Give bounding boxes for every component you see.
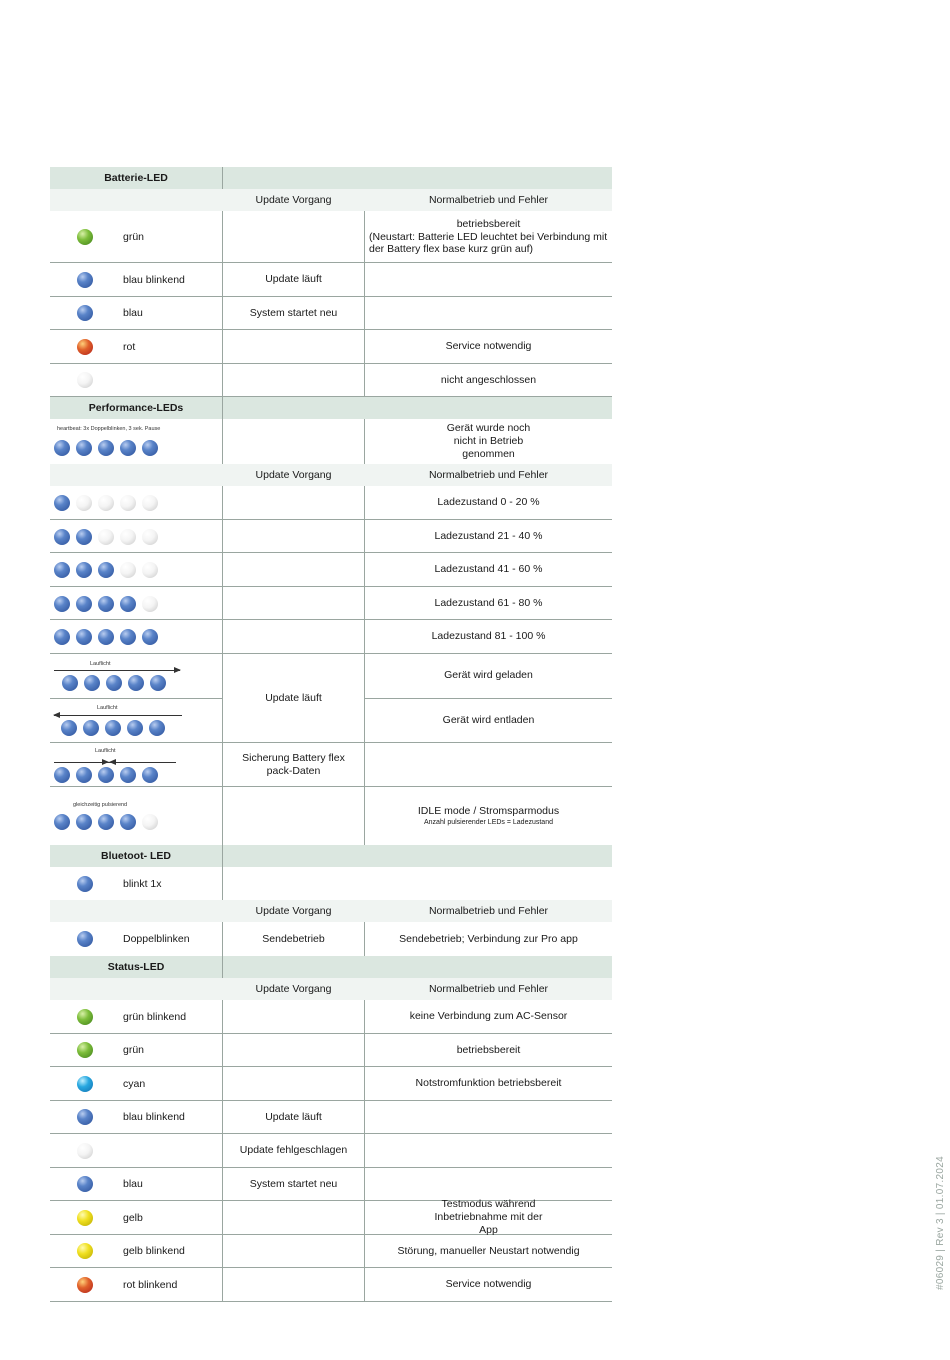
update-text	[223, 1268, 364, 1301]
bluetooth-row	[50, 867, 612, 900]
led-row	[50, 364, 612, 397]
performance-section	[50, 397, 612, 845]
led-group	[54, 529, 174, 545]
led-row	[50, 330, 612, 364]
bluetooth-section	[50, 845, 612, 956]
update-text	[223, 1067, 364, 1100]
led-label: grün	[123, 230, 145, 243]
led-label: blau blinkend	[123, 273, 185, 286]
charge-row	[50, 620, 612, 654]
update-text	[223, 330, 364, 363]
led-row	[50, 1101, 612, 1134]
bluetooth-row	[50, 922, 612, 956]
normal-cell	[365, 1000, 612, 1033]
normal-text: Ladezustand 21 - 40 %	[434, 529, 543, 542]
led-group	[54, 596, 174, 612]
led-blue-icon	[76, 629, 92, 645]
led-blue-icon	[76, 562, 92, 578]
led-blue-icon	[120, 440, 136, 456]
led-row	[50, 263, 612, 297]
led-row	[50, 1034, 612, 1067]
column-update: Update Vorgang	[255, 982, 332, 995]
led-white-icon	[142, 596, 158, 612]
led-group	[54, 629, 174, 645]
led-row	[50, 1198, 612, 1236]
column-divider	[222, 486, 223, 519]
led-label: blau	[123, 1178, 143, 1190]
led-green-icon	[77, 1042, 93, 1058]
update-text	[223, 1235, 364, 1267]
led-blue-icon	[76, 529, 92, 545]
normal-text: keine Verbindung zum AC-Sensor	[409, 1010, 568, 1022]
led-blue-icon	[142, 440, 158, 456]
led-blue-icon	[77, 876, 93, 892]
normal-cell	[365, 364, 612, 396]
column-update: Update Vorgang	[255, 468, 332, 481]
led-blue-icon	[54, 562, 70, 578]
led-blue-icon	[105, 720, 121, 736]
led-label: rot	[123, 340, 136, 353]
led-label: blau blinkend	[123, 1111, 185, 1123]
heartbeat-caption: heartbeat: 3x Doppelblinken, 3 sek. Pause	[57, 426, 161, 432]
arrow-left-icon	[110, 762, 120, 763]
led-row	[50, 1268, 612, 1302]
led-group	[62, 675, 182, 691]
normal-cell	[365, 1101, 612, 1133]
backup-row	[50, 743, 612, 787]
led-blue-icon	[98, 596, 114, 612]
column-normal: Normalbetrieb und Fehler	[428, 982, 549, 995]
led-row	[50, 1235, 612, 1268]
led-label: gelb	[123, 1211, 143, 1224]
led-blue-icon	[98, 562, 114, 578]
led-blue-icon	[76, 767, 92, 783]
led-white-icon	[77, 1143, 93, 1159]
led-label: cyan	[123, 1077, 146, 1090]
column-normal: Normalbetrieb und Fehler	[428, 193, 549, 206]
led-blue-icon	[120, 767, 136, 783]
update-text: Update läuft	[265, 273, 322, 285]
led-group	[54, 495, 174, 511]
led-label: grün	[123, 1044, 145, 1056]
update-text: System startet neu	[249, 306, 338, 319]
led-cyan-icon	[77, 1076, 93, 1092]
led-blue-icon	[128, 675, 144, 691]
arrow-right-icon	[54, 670, 180, 671]
led-yellow-icon	[77, 1243, 93, 1259]
normal-cell	[365, 1168, 612, 1200]
led-white-icon	[142, 495, 158, 511]
led-white-icon	[77, 372, 93, 388]
led-blue-icon	[54, 440, 70, 456]
column-header-row	[50, 464, 612, 486]
led-blue-icon	[149, 720, 165, 736]
led-white-icon	[76, 495, 92, 511]
led-white-icon	[98, 495, 114, 511]
led-blue-icon	[76, 440, 92, 456]
led-blue-icon	[77, 1109, 93, 1125]
column-divider	[222, 553, 223, 586]
arrow-right-icon	[98, 762, 108, 763]
led-label: Doppelblinken	[123, 933, 190, 945]
led-row	[50, 297, 612, 330]
led-green-icon	[77, 1009, 93, 1025]
led-white-icon	[120, 495, 136, 511]
led-blue-icon	[150, 675, 166, 691]
led-blue-icon	[120, 814, 136, 830]
normal-text: betriebsbereit	[456, 1043, 521, 1056]
column-normal: Normalbetrieb und Fehler	[428, 904, 549, 917]
led-row	[50, 1134, 612, 1168]
led-blue-icon	[54, 596, 70, 612]
update-text	[223, 1201, 364, 1234]
update-text	[223, 364, 364, 396]
led-group	[54, 440, 174, 456]
discharging-text: Gerät wird entladen	[442, 714, 535, 726]
running-caption: Lauflicht	[97, 705, 118, 711]
idle-text: IDLE mode / Stromsparmodus	[417, 804, 560, 817]
led-yellow-icon	[77, 1210, 93, 1226]
led-white-icon	[120, 529, 136, 545]
status-section	[50, 956, 612, 1302]
led-blue-icon	[142, 767, 158, 783]
led-blue-icon	[120, 629, 136, 645]
led-blue-icon	[98, 440, 114, 456]
idle-note: Anzahl pulsierender LEDs = Ladezustand	[423, 818, 553, 826]
normal-text: nicht angeschlossen	[440, 373, 537, 386]
column-header-row	[50, 189, 612, 211]
normal-text: Störung, manueller Neustart notwendig	[397, 1244, 580, 1257]
normal-cell	[365, 263, 612, 296]
led-label: blau	[123, 307, 143, 319]
normal-cell	[365, 330, 612, 363]
running-caption: Lauflicht	[95, 748, 116, 754]
normal-text: Ladezustand 0 - 20 %	[437, 496, 540, 508]
update-text	[223, 1034, 364, 1066]
led-label: blinkt 1x	[123, 877, 162, 890]
normal-text: Service notwendig	[445, 340, 532, 352]
led-red-icon	[77, 339, 93, 355]
charging-text: Gerät wird geladen	[444, 669, 533, 681]
led-group	[54, 814, 174, 830]
heartbeat-normal: Gerät wurde noch nicht in Betrieb genommen	[446, 422, 531, 460]
led-table	[50, 167, 612, 1302]
led-blue-icon	[77, 305, 93, 321]
led-label	[123, 364, 222, 396]
section-header	[50, 956, 612, 978]
led-blue-icon	[77, 272, 93, 288]
led-blue-icon	[62, 675, 78, 691]
update-text	[223, 211, 364, 262]
led-white-icon	[142, 814, 158, 830]
column-header-row	[50, 900, 612, 922]
column-update: Update Vorgang	[255, 193, 332, 206]
led-label: rot blinkend	[123, 1278, 178, 1291]
idle-row	[50, 787, 612, 845]
charge-row	[50, 587, 612, 620]
section-header	[50, 167, 612, 189]
normal-text: Ladezustand 41 - 60 %	[434, 563, 543, 575]
normal-cell	[365, 1134, 612, 1167]
update-text: Update läuft	[265, 1110, 322, 1123]
running-light-block	[50, 654, 612, 743]
section-header	[50, 397, 612, 419]
led-blue-icon	[120, 596, 136, 612]
running-caption: Lauflicht	[90, 661, 111, 667]
led-blue-icon	[77, 1176, 93, 1192]
column-normal: Normalbetrieb und Fehler	[428, 468, 549, 481]
column-header-row	[50, 978, 612, 1000]
column-divider	[222, 620, 223, 653]
idle-cell	[365, 787, 612, 845]
normal-cell	[365, 1034, 612, 1066]
led-blue-icon	[98, 814, 114, 830]
charge-row	[50, 520, 612, 553]
normal-text: Testmodus während Inbetriebnahme mit der App	[434, 1198, 543, 1236]
pulse-caption: gleichzeitig pulsierend	[73, 802, 128, 808]
led-blue-icon	[76, 814, 92, 830]
section-title: Status-LED	[107, 961, 165, 973]
led-row	[50, 1168, 612, 1201]
led-green-icon	[77, 229, 93, 245]
column-update: Update Vorgang	[255, 904, 332, 917]
led-blue-icon	[54, 814, 70, 830]
normal-text: Sendebetrieb; Verbindung zur Pro app	[399, 932, 578, 945]
normal-cell	[365, 211, 612, 262]
section-header	[50, 845, 612, 867]
normal-text: Ladezustand 61 - 80 %	[434, 596, 543, 609]
normal-text: Service notwendig	[445, 1278, 532, 1290]
led-blue-icon	[54, 629, 70, 645]
led-white-icon	[98, 529, 114, 545]
update-text	[223, 1000, 364, 1033]
led-row	[50, 1000, 612, 1034]
led-blue-icon	[84, 675, 100, 691]
normal-cell	[365, 1235, 612, 1267]
normal-text: Notstromfunktion betriebsbereit	[415, 1077, 562, 1089]
charge-row	[50, 553, 612, 587]
led-white-icon	[142, 529, 158, 545]
led-label: grün blinkend	[123, 1010, 187, 1023]
document-code: #06029 | Rev 3 | 01.07.2024	[935, 1156, 946, 1290]
led-row	[50, 1067, 612, 1101]
normal-cell	[365, 297, 612, 329]
update-text: System startet neu	[249, 1177, 338, 1190]
section-title: Batterie-LED	[104, 172, 168, 184]
led-group	[54, 562, 174, 578]
column-divider	[222, 520, 223, 552]
led-white-icon	[120, 562, 136, 578]
normal-note: (Neustart: Batterie LED leuchtet bei Verbindung mit der Battery flex base kurz grün auf)	[369, 231, 608, 255]
update-text: Sendebetrieb	[262, 932, 325, 945]
led-label	[123, 1134, 222, 1167]
battery-section	[50, 167, 612, 397]
running-update: Update läuft	[265, 691, 322, 704]
led-blue-icon	[76, 596, 92, 612]
normal-cell	[365, 1198, 612, 1236]
section-title: Bluetoot- LED	[101, 850, 171, 862]
led-blue-icon	[83, 720, 99, 736]
normal-cell	[365, 1067, 612, 1100]
led-red-icon	[77, 1277, 93, 1293]
normal-text: Ladezustand 81 - 100 %	[431, 630, 546, 642]
led-blue-icon	[98, 767, 114, 783]
update-text: Update fehlgeschlagen	[239, 1144, 348, 1156]
arrow-left-icon	[54, 715, 182, 716]
led-blue-icon	[61, 720, 77, 736]
heartbeat-row	[50, 419, 612, 464]
led-blue-icon	[142, 629, 158, 645]
led-white-icon	[142, 562, 158, 578]
led-blue-icon	[54, 529, 70, 545]
section-title: Performance-LEDs	[88, 402, 184, 414]
backup-update: Sicherung Battery flex pack-Daten	[242, 751, 345, 777]
led-blue-icon	[106, 675, 122, 691]
led-blue-icon	[54, 495, 70, 511]
led-group	[61, 720, 181, 736]
led-blue-icon	[77, 931, 93, 947]
normal-text: betriebsbereit	[456, 218, 521, 230]
led-blue-icon	[54, 767, 70, 783]
column-divider	[222, 587, 223, 619]
led-blue-icon	[127, 720, 143, 736]
charge-row	[50, 486, 612, 520]
led-label: gelb blinkend	[123, 1245, 185, 1257]
led-group	[54, 767, 174, 783]
led-blue-icon	[98, 629, 114, 645]
normal-cell	[365, 1268, 612, 1301]
led-row	[50, 211, 612, 263]
